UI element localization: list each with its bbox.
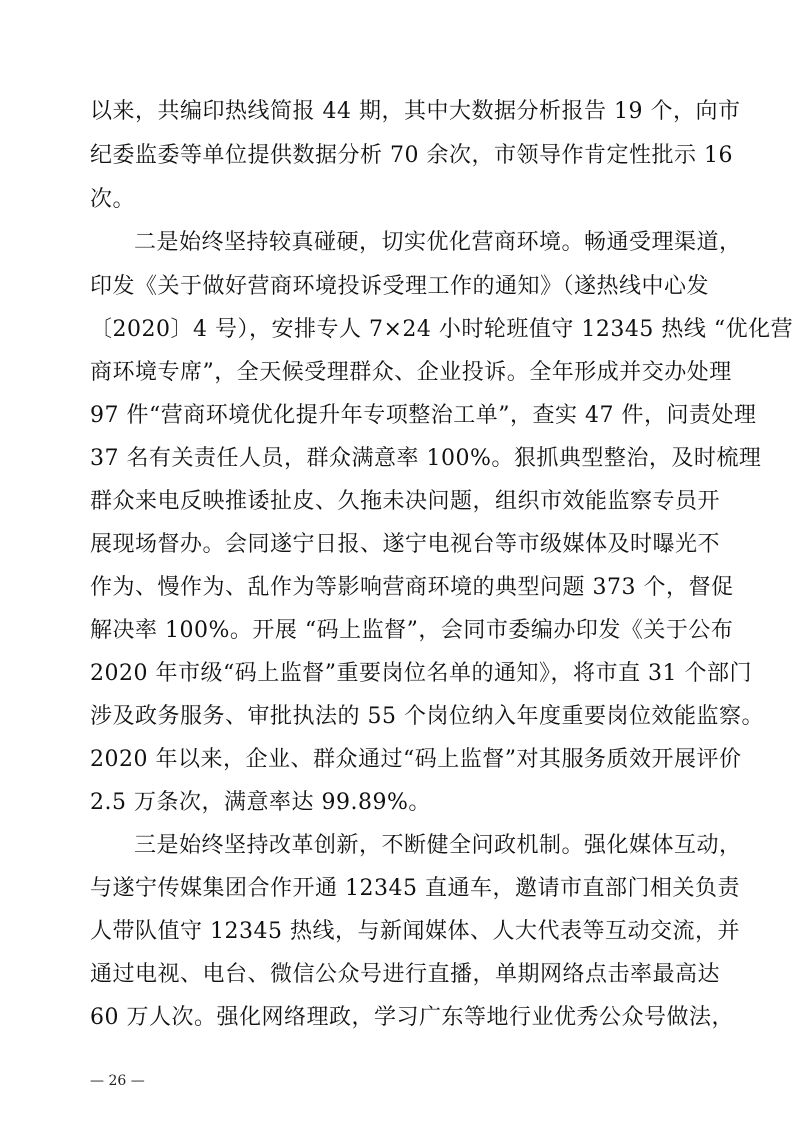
text-line: 次。 xyxy=(90,187,136,212)
text-line: 作为、慢作为、乱作为等影响营商环境的典型问题 373 个，督促 xyxy=(90,575,734,600)
page-number: — 26 — xyxy=(90,1073,145,1089)
text-line: 37 名有关责任人员，群众满意率 100%。狠抓典型整治，及时梳理 xyxy=(90,446,762,471)
text-line: 人带队值守 12345 热线，与新闻媒体、人大代表等互动交流，并 xyxy=(90,919,740,944)
text-line: 涉及政务服务、审批执法的 55 个岗位纳入年度重要岗位效能监察。 xyxy=(90,704,764,729)
text-line: 商环境专席”，全天候受理群众、企业投诉。全年形成并交办处理 xyxy=(90,360,732,385)
text-line: 二是始终坚持较真碰硬，切实优化营商环境。畅通受理渠道， xyxy=(134,230,742,255)
text-line: 60 万人次。强化网络理政，学习广东等地行业优秀公众号做法， xyxy=(90,1005,734,1030)
text-line: 通过电视、电台、微信公众号进行直播，单期网络点击率最高达 xyxy=(90,962,721,987)
text-line: 2020 年以来，企业、群众通过“码上监督”对其服务质效开展评价 xyxy=(90,747,742,772)
text-line: 印发《关于做好营商环境投诉受理工作的通知》（遂热线中心发 xyxy=(90,274,710,299)
text-line: 纪委监委等单位提供数据分析 70 余次，市领导作肯定性批示 16 xyxy=(90,143,733,168)
text-line: 97 件“营商环境优化提升年专项整治工单”，查实 47 件，问责处理 xyxy=(90,403,757,428)
text-line: 三是始终坚持改革创新，不断健全问政机制。强化媒体互动， xyxy=(134,833,742,858)
text-line: 展现场督办。会同遂宁日报、遂宁电视台等市级媒体及时曝光不 xyxy=(90,532,721,557)
text-line: 2020 年市级“码上监督”重要岗位名单的通知》，将市直 31 个部门 xyxy=(90,661,752,686)
text-line: 〔2020〕4 号），安排专人 7×24 小时轮班值守 12345 热线 “优化营 xyxy=(90,317,793,342)
text-line: 以来，共编印热线简报 44 期，其中大数据分析报告 19 个，向市 xyxy=(90,99,741,124)
text-line: 解决率 100%。开展 “码上监督”，会同市委编办印发《关于公布 xyxy=(90,618,734,643)
text-line: 与遂宁传媒集团合作开通 12345 直通车，邀请市直部门相关负责 xyxy=(90,876,740,901)
text-line: 群众来电反映推诿扯皮、久拖未决问题，组织市效能监察专员开 xyxy=(90,489,721,514)
text-line: 2.5 万条次，满意率达 99.89%。 xyxy=(90,790,431,815)
